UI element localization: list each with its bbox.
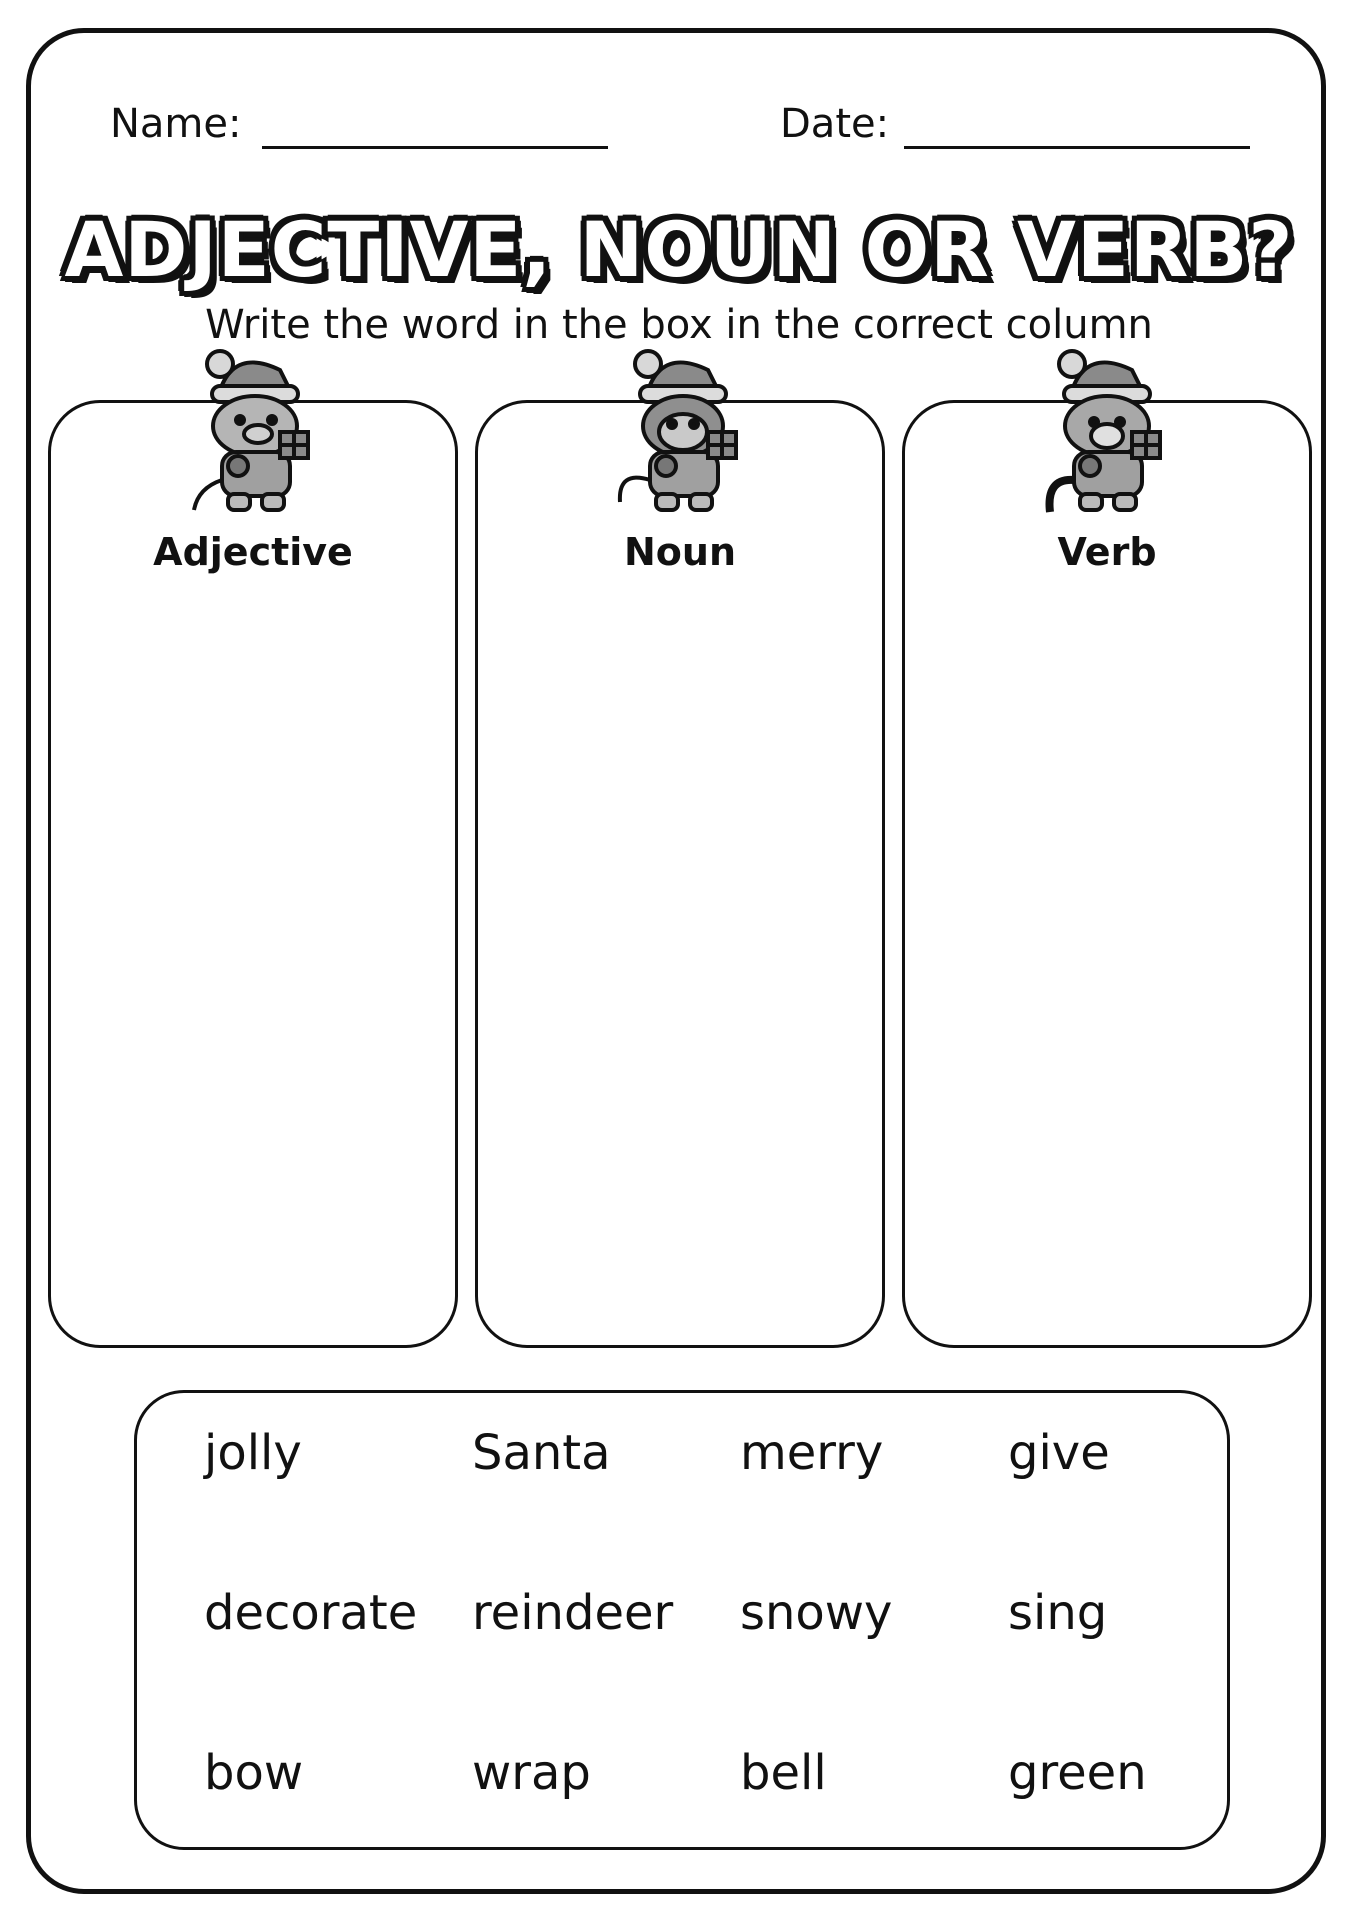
word-bank-item[interactable]: bow xyxy=(204,1745,304,1801)
verb-column-heading: Verb xyxy=(1057,530,1157,574)
word-bank-item[interactable]: snowy xyxy=(740,1585,893,1641)
worksheet-title-text: ADJECTIVE, NOUN OR VERB? xyxy=(64,205,1294,294)
word-bank-item[interactable]: sing xyxy=(1008,1585,1108,1641)
word-bank-item[interactable]: reindeer xyxy=(472,1585,674,1641)
cat-in-santa-hat-icon xyxy=(1032,340,1182,520)
word-bank-item[interactable]: green xyxy=(1008,1745,1147,1801)
worksheet-title xyxy=(0,205,1358,295)
date-field-line[interactable] xyxy=(904,146,1250,149)
word-bank-item[interactable]: jolly xyxy=(204,1425,302,1481)
word-bank-item[interactable]: bell xyxy=(740,1745,827,1801)
date-label: Date: xyxy=(780,101,890,147)
monkey-in-santa-hat-icon xyxy=(608,340,758,520)
word-bank-item[interactable]: Santa xyxy=(472,1425,611,1481)
word-bank-item[interactable]: merry xyxy=(740,1425,884,1481)
adjective-column-heading: Adjective xyxy=(153,530,353,574)
noun-column-heading: Noun xyxy=(623,530,736,574)
pig-in-santa-hat-icon xyxy=(180,340,330,520)
word-bank-item[interactable]: wrap xyxy=(472,1745,591,1801)
name-field-line[interactable] xyxy=(262,146,608,149)
name-label: Name: xyxy=(110,101,242,147)
word-bank-item[interactable]: give xyxy=(1008,1425,1110,1481)
word-bank-item[interactable]: decorate xyxy=(204,1585,418,1641)
instruction-text: Write the word in the box in the correct column xyxy=(205,302,1153,348)
